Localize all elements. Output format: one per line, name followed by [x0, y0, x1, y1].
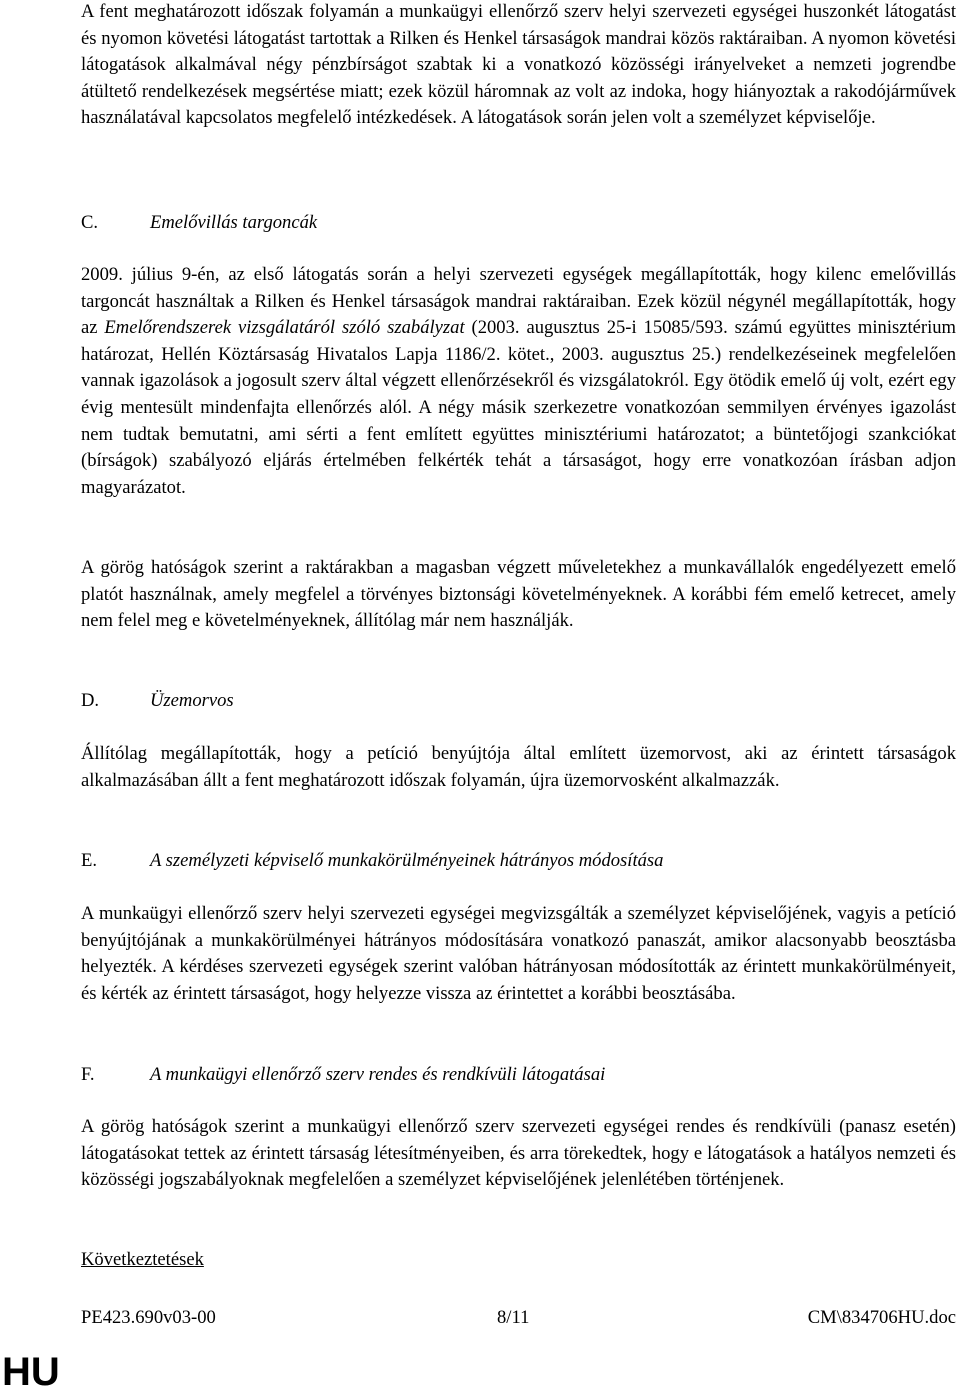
section-title-d: Üzemorvos — [150, 690, 234, 711]
section-title-f: A munkaügyi ellenőrző szerv rendes és rendkívüli látogatásai — [150, 1064, 606, 1085]
footer-file-name: CM\834706HU.doc — [807, 1307, 956, 1328]
footer-doc-ref: PE423.690v03-00 — [81, 1307, 216, 1328]
footer-page-number: 8/11 — [497, 1307, 530, 1328]
paragraph-lift-platform: A görög hatóságok szerint a raktárakban a magasban végzett műveletekhez a munkavállalók engedélyezett emelő platót használnak, amely megfelel a törvényes biztonsági követelményeknek. A korábbi fém emelő ketrecet, amely nem felel meg e követelményeknek, állítólag már nem használják. — [81, 557, 956, 632]
section-number-f: F. — [81, 1064, 95, 1085]
paragraph-occupational-doctor: Állítólag megállapították, hogy a petíció benyújtója által említett üzemorvost, aki az érintett társaságok alkalmazásában állt a fent meghatározott időszak folyamán, újra üzemorvosként alkalmazzák. — [81, 743, 956, 791]
section-heading-f — [81, 1062, 605, 1089]
section-heading-e — [81, 848, 663, 875]
paragraph-inspections: A görög hatóságok szerint a munkaügyi ellenőrző szerv szervezeti egységei rendes és rendkívüli (panasz esetén) látogatásokat tettek az érintett társaság létesítményeiben, és arra törekedtek, hogy e látogatások a hatályos nemzeti és közösségi jogszabályoknak megfelelően a személyzet képviselőjének jelenlétében történjenek. — [81, 1116, 956, 1191]
paragraph-forklifts-part2: (2003. augusztus 25-i 15085/593. számú együttes minisztérium határozat, Hellén Köztársaság Hivatalos Lapja 1186/2. kötet., 2003. augusztus 25.) rendelkezéseinek megfelelően vannak igazolások a jogosult szerv által végzett ellenőrzésekről és vizsgálatokról. Egy ötödik emelő új volt, ezért egy évig mentesült mindenfajta ellenőrzés alól. A négy másik szerkezetre vonatkozóan semmilyen érvényes igazolást nem tudtak bemutatni, ami sérti a fent említett együttes minisztériumi határozatot; a büntetőjogi szankciókat (bírságok) szabályozó eljárás értelmében felkérték tehát a társaságot, hogy erre vonatkozóan írásban adjon magyarázatot. — [81, 317, 957, 498]
regulation-title: Emelőrendszerek vizsgálatáról szóló szabályzat — [104, 317, 465, 339]
conclusions-heading: Következtetések — [81, 1249, 204, 1270]
section-number-e: E. — [81, 850, 98, 871]
section-heading-d — [81, 688, 234, 715]
paragraph-visits: A fent meghatározott időszak folyamán a munkaügyi ellenőrző szerv helyi szervezeti egységei huszonkét látogatást és nyomon követési látogatást tartottak a Rilken és Henkel társaságok mandrai közös raktáraiban. A nyomon követési látogatások alkalmával négy pénzbírságot szabtak ki a vonatkozó közösségi irányelveket a nemzeti jogrendbe átültető rendelkezések megsértése miatt; ezek közül háromnak az volt az indoka, hogy hiányoztak a rakodójárművek használatával kapcsolatos megfelelő intézkedések. A látogatások során jelen volt a személyzet képviselője. — [81, 1, 956, 129]
paragraph-forklifts-part1: 2009. július 9-én, az első látogatás során a helyi szervezeti egységek megállapították, hogy kilenc emelővillás targoncát használtak a Rilken és Henkel társaságok mandrai raktáraiban. Ezek közül négynél megállapították, hogy az — [81, 264, 956, 339]
section-title-e: A személyzeti képviselő munkakörülményeinek hátrányos módosítása — [150, 850, 664, 871]
section-number-d: D. — [81, 690, 100, 711]
paragraph-forklifts — [81, 262, 956, 501]
section-heading-c — [81, 210, 317, 237]
section-title-c: Emelővillás targoncák — [150, 212, 318, 233]
section-number-c: C. — [81, 212, 99, 233]
page-footer — [81, 1304, 956, 1332]
paragraph-representative: A munkaügyi ellenőrző szerv helyi szervezeti egységei megvizsgálták a személyzet képviselőjének, vagyis a petíció benyújtójának a munkakörülményei hátrányos módosítására vonatkozó panaszát, amikor alacsonyabb beosztásba helyezték. A kérdéses szervezeti egységek szerint valóban hátrányosan módosították az érintett munkakörülményeit, és kérték az érintett társaságot, hogy helyezze vissza az érintettet a korábbi beosztásába. — [81, 903, 956, 1004]
language-code: HU — [2, 1350, 60, 1394]
